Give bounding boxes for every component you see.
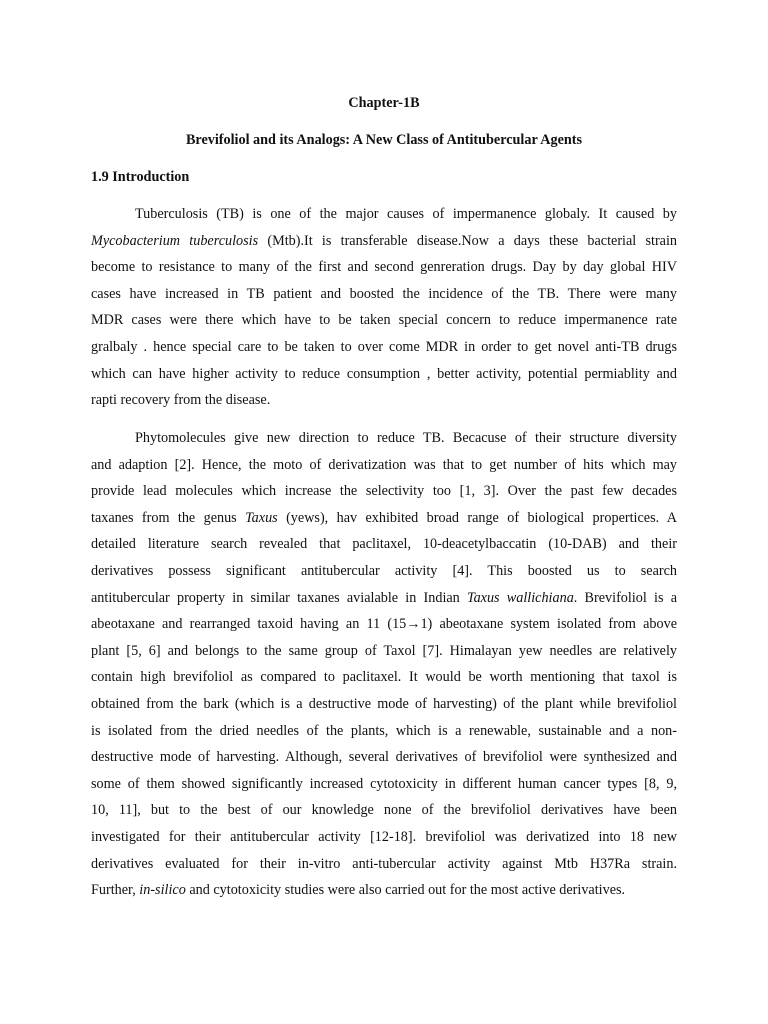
text-line: abeotaxane and rearranged taxoid having an 11 (15→1) abeotaxane system isolated from above [91,616,677,633]
text-line: is isolated from the dried needles of the plants, which is a renewable, sustainable and a non- [91,722,677,739]
text-line: Phytomolecules give new direction to reduce TB. Becacuse of their structure diversity [135,430,677,446]
text-line: detailed literature search revealed that paclitaxel, 10-deacetylbaccatin (10-DAB) and their [91,536,677,553]
text-line: obtained from the bark (which is a destructive mode of harvesting) of the plant while brevifoliol [91,695,677,712]
paragraph-introduction-1 [91,201,677,414]
text-line: some of them showed significantly increased cytotoxicity in different human cancer types [8, 9, [91,775,677,792]
text-line: provide lead molecules which increase the selectivity too [1, 3]. Over the past few decades [91,483,677,500]
text-line: cases have increased in TB patient and boosted the incidence of the TB. There were many [91,285,677,302]
text-line: which can have higher activity to reduce consumption , better activity, potential permiablity and [91,365,677,382]
text-line: Mycobacterium tuberculosis (Mtb).It is transferable disease.Now a days these bacterial strain [91,232,677,249]
chapter-label: Chapter-1B [348,95,420,111]
document-title: Brevifoliol and its Analogs: A New Class of Antitubercular Agents [185,132,583,148]
text-line: Further, in-silico and cytotoxicity studies were also carried out for the most active derivatives. [91,882,626,899]
text-line: antitubercular property in similar taxanes avialable in Indian Taxus wallichiana. Brevifoliol is a [91,589,677,606]
text-line: destructive mode of harvesting. Although, several derivatives of brevifoliol were synthesized and [91,749,677,766]
section-heading: 1.9 Introduction [91,169,190,185]
text-line: Tuberculosis (TB) is one of the major causes of impermanence globaly. It caused by [135,206,677,222]
paragraph-introduction-2 [91,425,677,904]
text-line: and adaption [2]. Hence, the moto of derivatization was that to get number of hits which may [91,456,677,473]
text-line: plant [5, 6] and belongs to the same group of Taxol [7]. Himalayan yew needles are relatively [91,642,677,659]
text-line: rapti recovery from the disease. [91,392,271,409]
text-line: derivatives possess significant antitubercular activity [4]. This boosted us to search [91,562,677,579]
text-line: contain high brevifoliol as compared to paclitaxel. It would be worth mentioning that taxol is [91,669,677,686]
text-line: gralbaly . hence special care to be taken to over come MDR in order to get novel anti-TB drugs [91,338,677,355]
text-line: become to resistance to many of the first and second genreration drugs. Day by day global HIV [91,259,677,276]
text-line: 10, 11], but to the best of our knowledge none of the brevifoliol derivatives have been [91,802,677,819]
text-line: MDR cases were there which have to be taken special concern to reduce impermanence rate [91,312,677,329]
text-line: investigated for their antitubercular activity [12-18]. brevifoliol was derivatized into 18 new [91,828,677,845]
text-line: derivatives evaluated for their in-vitro anti-tubercular activity against Mtb H37Ra strain. [91,855,677,872]
text-line: taxanes from the genus Taxus (yews), hav exhibited broad range of biological propertices. A [91,509,677,526]
